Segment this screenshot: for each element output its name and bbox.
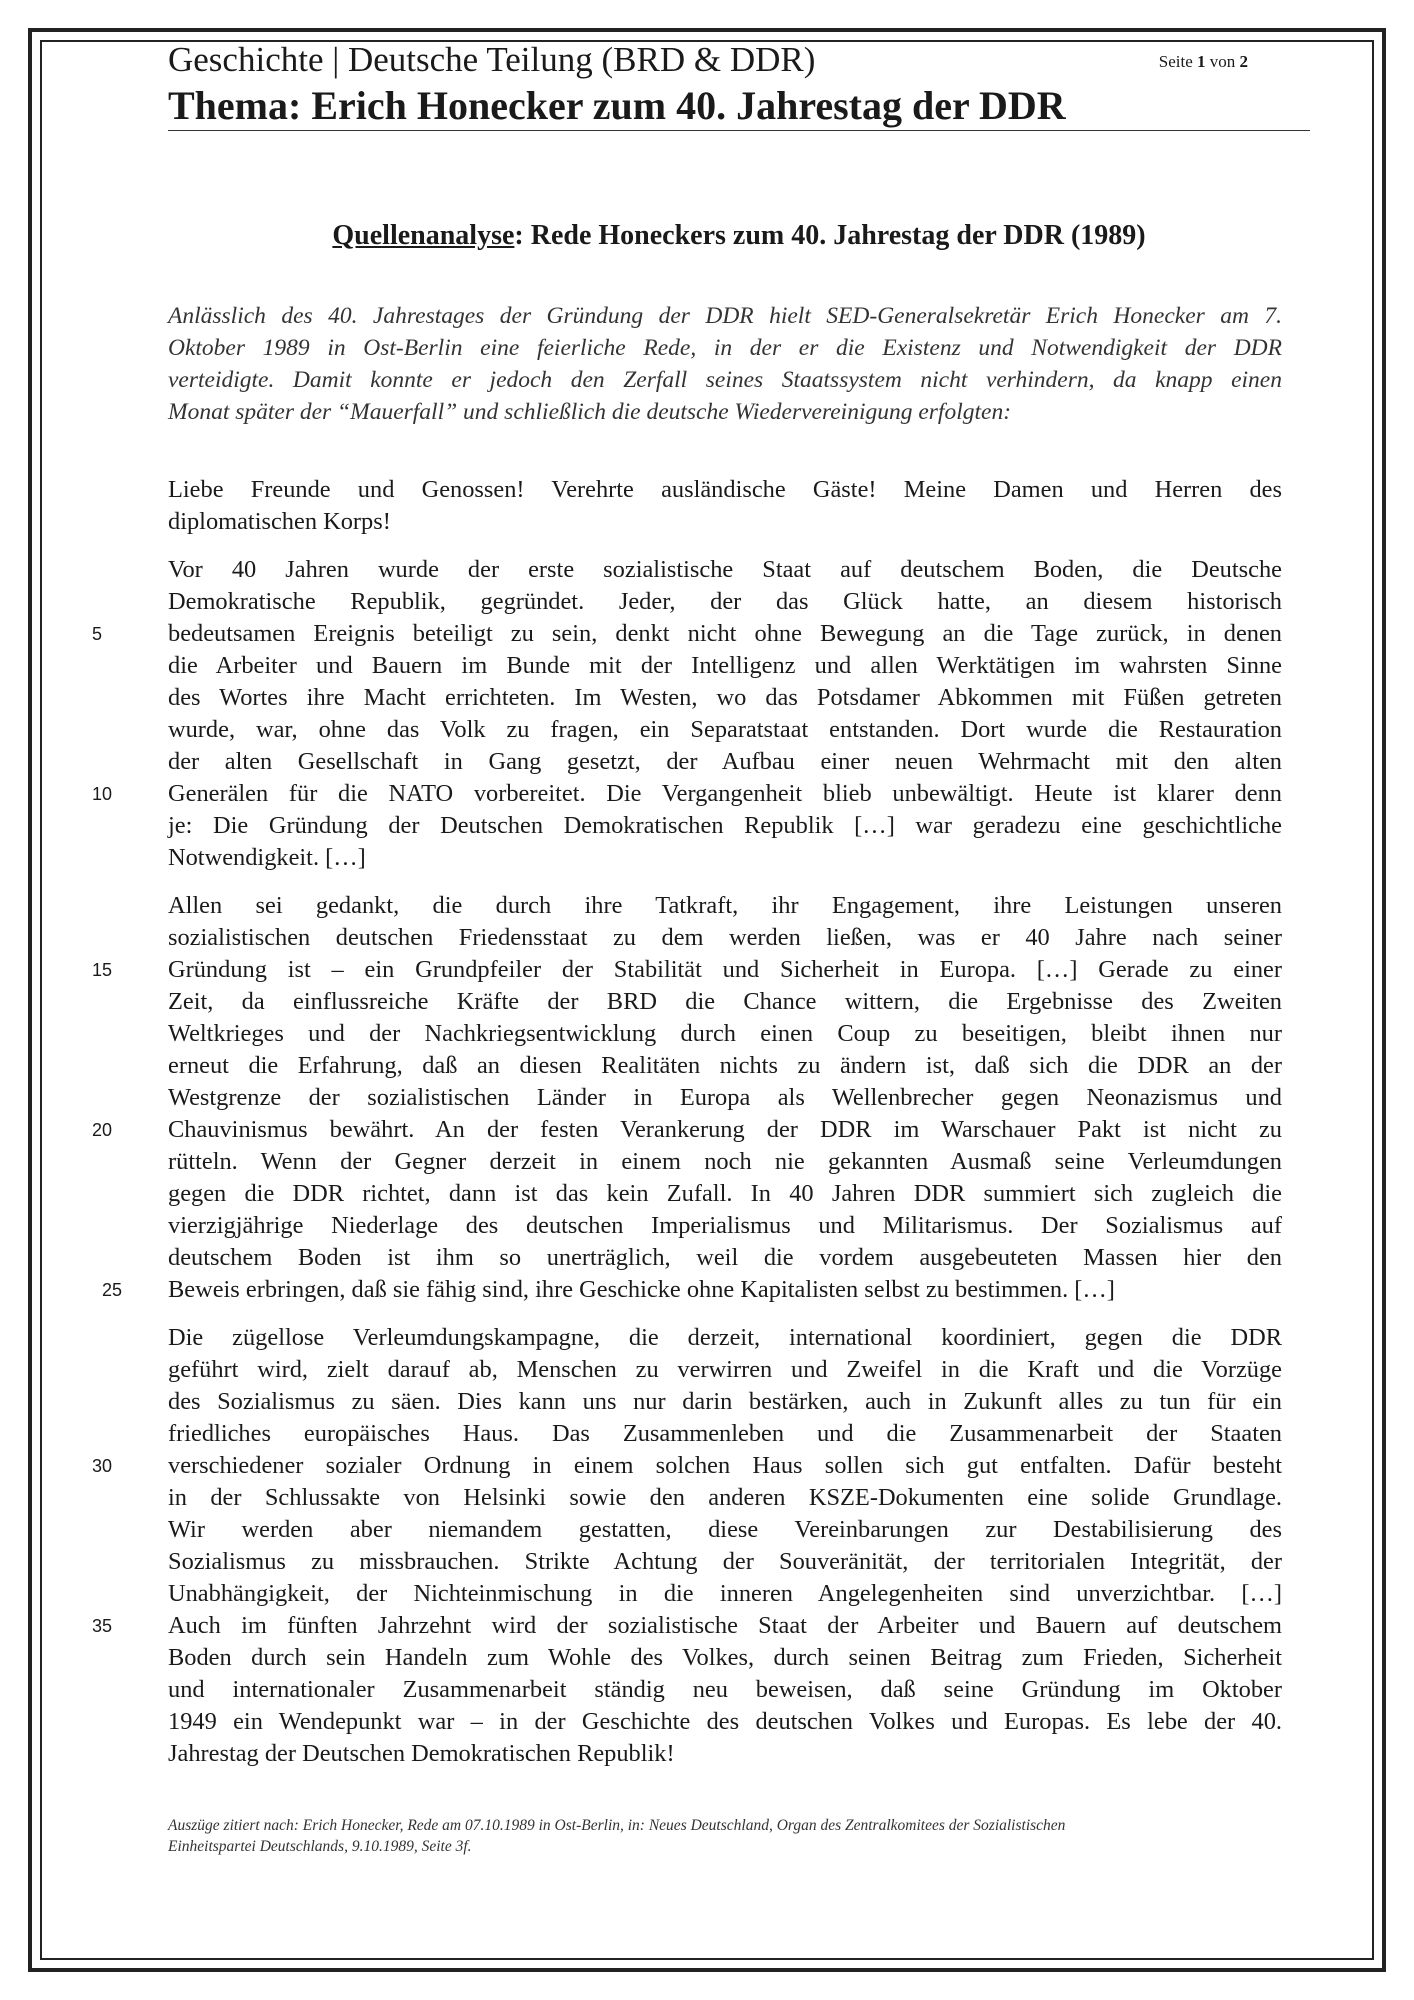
text-line: der alten Gesellschaft in Gang gesetzt, der Aufbau einer neuen Wehrmacht mit den alten (168, 748, 1282, 775)
document-title (168, 220, 1310, 252)
intro-line: verteidigte. Damit konnte er jedoch den Zerfall seines Staatssystem nicht verhindern, da knapp einen (168, 367, 1282, 393)
text-line: 20 Chauvinismus bewährt. An der festen Verankerung der DDR im Warschauer Pakt ist nicht zu (168, 1114, 1282, 1146)
text-line: gegen die DDR richtet, dann ist das kein Zufall. In 40 Jahren DDR summiert sich zugleich die (168, 1180, 1282, 1207)
intro-line: Anlässlich des 40. Jahrestages der Gründung der DDR hielt SED-Generalsekretär Erich Honecker am 7. (168, 303, 1282, 329)
text-line: je: Die Gründung der Deutschen Demokratischen Republik […] war geradezu eine geschichtliche (168, 812, 1282, 839)
text-line: 5 bedeutsamen Ereignis beteiligt zu sein, denkt nicht ohne Bewegung an die Tage zurück, in denen (168, 618, 1282, 650)
topic-title: Thema: Erich Honecker zum 40. Jahrestag der DDR (168, 83, 1066, 128)
title-underlined: Quellenanalyse (332, 220, 515, 251)
text-line: Notwendigkeit. […] (168, 844, 366, 871)
text-line: Demokratische Republik, gegründet. Jeder, der das Glück hatte, an diesem historisch (168, 588, 1282, 615)
text-line: friedliches europäisches Haus. Das Zusammenleben und die Zusammenarbeit der Staaten (168, 1420, 1282, 1447)
text-line: Vor 40 Jahren wurde der erste sozialistische Staat auf deutschem Boden, die Deutsche (168, 556, 1282, 583)
paragraph-4 (92, 1322, 1282, 1770)
line-number: 25 (101, 1280, 123, 1300)
text-line: Liebe Freunde und Genossen! Verehrte ausländische Gäste! Meine Damen und Herren des (168, 476, 1282, 503)
paragraph-1 (168, 474, 1282, 538)
title-rest: : Rede Honeckers zum 40. Jahrestag der DDR (1989) (514, 220, 1146, 251)
source-citation (168, 1815, 1308, 1857)
line-number: 35 (92, 1616, 113, 1636)
text-line: des Sozialismus zu säen. Dies kann uns nur darin bestärken, auch in Zukunft alles zu tun für ein (168, 1388, 1282, 1415)
subject-line: Geschichte | Deutsche Teilung (BRD & DDR) (168, 40, 816, 79)
text-line: rütteln. Wenn der Gegner derzeit in einem noch nie gekannten Ausmaß seine Verleumdungen (168, 1148, 1282, 1175)
text-line: 25 Beweis erbringen, daß sie fähig sind, ihre Geschicke ohne Kapitalisten selbst zu bestimmen. […] (168, 1274, 1282, 1306)
text-line: 35 Auch im fünften Jahrzehnt wird der sozialistische Staat der Arbeiter und Bauern auf deutschem (168, 1610, 1282, 1642)
text-line: Unabhängigkeit, der Nichteinmischung in die inneren Angelegenheiten sind unverzichtbar. […] (168, 1580, 1282, 1607)
text-line: Weltkrieges und der Nachkriegsentwicklung durch einen Coup zu beseitigen, bleibt ihnen nur (168, 1020, 1282, 1047)
text-line: Allen sei gedankt, die durch ihre Tatkraft, ihr Engagement, ihre Leistungen unseren (168, 892, 1282, 919)
line-number: 20 (92, 1120, 113, 1140)
text-line: 30 verschiedener sozialer Ordnung in einem solchen Haus sollen sich gut entfalten. Dafür besteht (168, 1450, 1282, 1482)
page-middle: von (1205, 52, 1240, 71)
text-line: deutschem Boden ist ihm so unerträglich, weil die vordem ausgebeuteten Massen hier den (168, 1244, 1282, 1271)
header-divider (168, 130, 1310, 131)
text-line: Boden durch sein Handeln zum Wohle des Volkes, durch seinen Beitrag zum Frieden, Sicherheit (168, 1644, 1282, 1671)
text-line: sozialistischen deutschen Friedensstaat zu dem werden ließen, was er 40 Jahre nach seiner (168, 924, 1282, 951)
line-number: 30 (92, 1456, 113, 1476)
source-line: Auszüge zitiert nach: Erich Honecker, Rede am 07.10.1989 in Ost-Berlin, in: Neues Deutschland, Organ des Zentralkomitees der Sozialistischen (168, 1817, 1066, 1834)
speech-text (92, 474, 1282, 1786)
text-line: geführt wird, zielt darauf ab, Menschen zu verwirren und Zweifel in die Kraft und die Vorzüge (168, 1356, 1282, 1383)
intro-text (168, 300, 1282, 428)
text-line: Zeit, da einflussreiche Kräfte der BRD die Chance wittern, die Ergebnisse des Zweiten (168, 988, 1282, 1015)
paragraph-3 (92, 890, 1282, 1306)
paragraph-2 (92, 554, 1282, 874)
page-total: 2 (1239, 52, 1248, 71)
text-line: des Wortes ihre Macht errichteten. Im Westen, wo das Potsdamer Abkommen mit Füßen getreten (168, 684, 1282, 711)
text-line: und internationaler Zusammenarbeit ständig neu beweisen, daß seine Gründung im Oktober (168, 1676, 1282, 1703)
text-line: 1949 ein Wendepunkt war – in der Geschichte des deutschen Volkes und Europas. Es lebe der 40. (168, 1708, 1282, 1735)
text-line: Sozialismus zu missbrauchen. Strikte Achtung der Souveränität, der territorialen Integrität, der (168, 1548, 1282, 1575)
text-line: Westgrenze der sozialistischen Länder in Europa als Wellenbrecher gegen Neonazismus und (168, 1084, 1282, 1111)
source-line: Einheitspartei Deutschlands, 9.10.1989, Seite 3f. (168, 1838, 472, 1855)
page-prefix: Seite (1158, 52, 1197, 71)
intro-line: Oktober 1989 in Ost-Berlin eine feierliche Rede, in der er die Existenz und Notwendigkeit der DDR (168, 335, 1282, 361)
text-line: Jahrestag der Deutschen Demokratischen Republik! (168, 1740, 675, 1767)
text-line: 10 Generälen für die NATO vorbereitet. Die Vergangenheit blieb unbewältigt. Heute ist klarer denn (168, 778, 1282, 810)
text-line: wurde, war, ohne das Volk zu fragen, ein Separatstaat entstanden. Dort wurde die Restauration (168, 716, 1282, 743)
line-number: 5 (92, 624, 103, 644)
page-header (168, 38, 1310, 130)
text-line: diplomatischen Korps! (168, 508, 391, 535)
line-number: 15 (92, 960, 113, 980)
text-line: vierzigjährige Niederlage des deutschen Imperialismus und Militarismus. Der Sozialismus auf (168, 1212, 1282, 1239)
line-number: 10 (92, 784, 113, 804)
intro-line: Monat später der “Mauerfall” und schließlich die deutsche Wiedervereinigung erfolgten: (168, 399, 1012, 425)
text-line: 15 Gründung ist – ein Grundpfeiler der Stabilität und Sicherheit in Europa. […] Gerade zu einer (168, 954, 1282, 986)
text-line: Die zügellose Verleumdungskampagne, die derzeit, international koordiniert, gegen die DDR (168, 1324, 1282, 1351)
text-line: in der Schlussakte von Helsinki sowie den anderen KSZE-Dokumenten eine solide Grundlage. (168, 1484, 1282, 1511)
page-current: 1 (1197, 52, 1206, 71)
text-line: Wir werden aber niemandem gestatten, diese Vereinbarungen zur Destabilisierung des (168, 1516, 1282, 1543)
text-line: die Arbeiter und Bauern im Bunde mit der Intelligenz und allen Werktätigen im wahrsten Sinne (168, 652, 1282, 679)
text-line: erneut die Erfahrung, daß an diesen Realitäten nichts zu ändern ist, daß sich die DDR an der (168, 1052, 1282, 1079)
page-number (1159, 52, 1248, 72)
